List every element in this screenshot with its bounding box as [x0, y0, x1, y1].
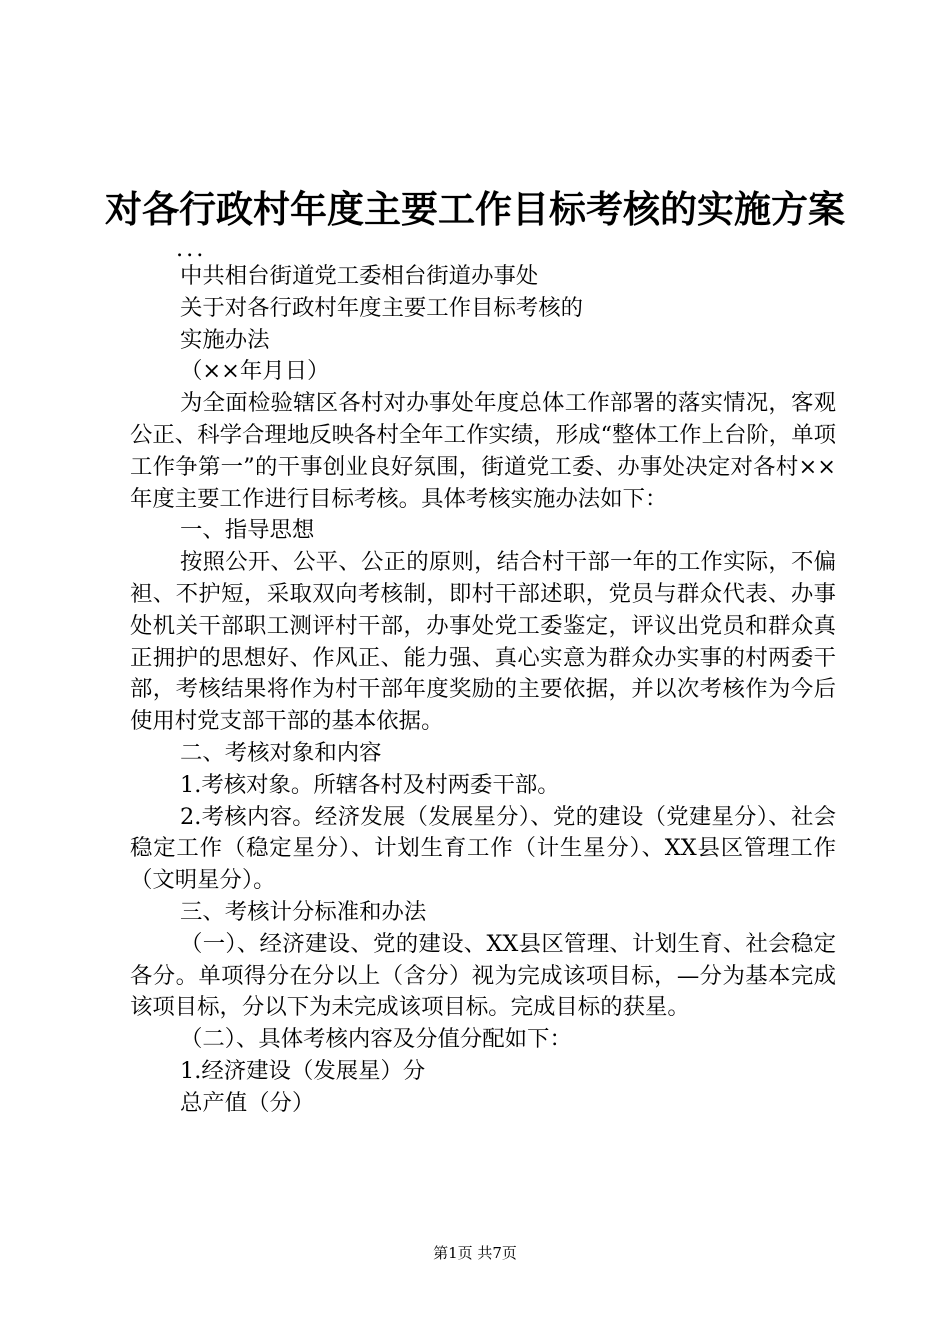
intro-paragraph: 为全面检验辖区各村对办事处年度总体工作部署的落实情况，客观公正、科学合理地反映各村全年工作实绩，形成“整体工作上台阶，单项工作争第一”的干事创业良好氛围，街道党工委、办事处决定对各村××年度主要工作进行目标考核。具体考核实施办法如下：	[130, 390, 836, 512]
subject-line-1: 关于对各行政村年度主要工作目标考核的	[180, 294, 584, 321]
section-1-paragraph: 按照公开、公平、公正的原则，结合村干部一年的工作实际，不偏袒、不护短，采取双向考核制，即村干部述职，党员与群众代表、办事处机关干部职工测评村干部，办事处党工委鉴定，评议出党员和群众真正拥护的思想好、作风正、能力强、真心实意为群众办实事的村两委干部，考核结果将作为村干部年度奖励的主要依据，并以次考核作为今后使用村党支部干部的基本依据。	[130, 549, 836, 735]
section-3-item-2: （二）、具体考核内容及分值分配如下：	[180, 1026, 572, 1053]
section-3-subitem-1: 1.经济建设（发展星）分	[180, 1057, 426, 1084]
date-line: （××年月日）	[180, 358, 330, 385]
document-title: 对各行政村年度主要工作目标考核的实施方案	[105, 187, 845, 231]
document-body	[130, 236, 836, 1120]
section-1-heading: 一、指导思想	[180, 517, 315, 544]
subject-line-2: 实施办法	[180, 326, 270, 353]
section-3-heading: 三、考核计分标准和办法	[180, 898, 427, 925]
section-2-item-2: 2.考核内容。经济发展（发展星分）、党的建设（党建星分）、社会稳定工作（稳定星分）、计划生育工作（计生星分）、XX县区管理工作（文明星分）。	[130, 803, 836, 894]
section-2-item-1: 1.考核对象。所辖各村及村两委干部。	[180, 771, 560, 798]
section-2-heading: 二、考核对象和内容	[180, 739, 382, 766]
ellipsis-marker: ...	[176, 236, 207, 262]
page-footer: 第1页 共7页	[433, 1244, 517, 1262]
issuer-line: 中共相台街道党工委相台街道办事处	[180, 263, 539, 289]
section-3-item-1: （一）、经济建设、党的建设、XX县区管理、计划生育、社会稳定各分。单项得分在分以上（含分）视为完成该项目标，—分为基本完成该项目标，分以下为未完成该项目标。完成目标的获星。	[130, 930, 836, 1021]
section-3-subitem-1-line: 总产值（分）	[180, 1089, 315, 1116]
